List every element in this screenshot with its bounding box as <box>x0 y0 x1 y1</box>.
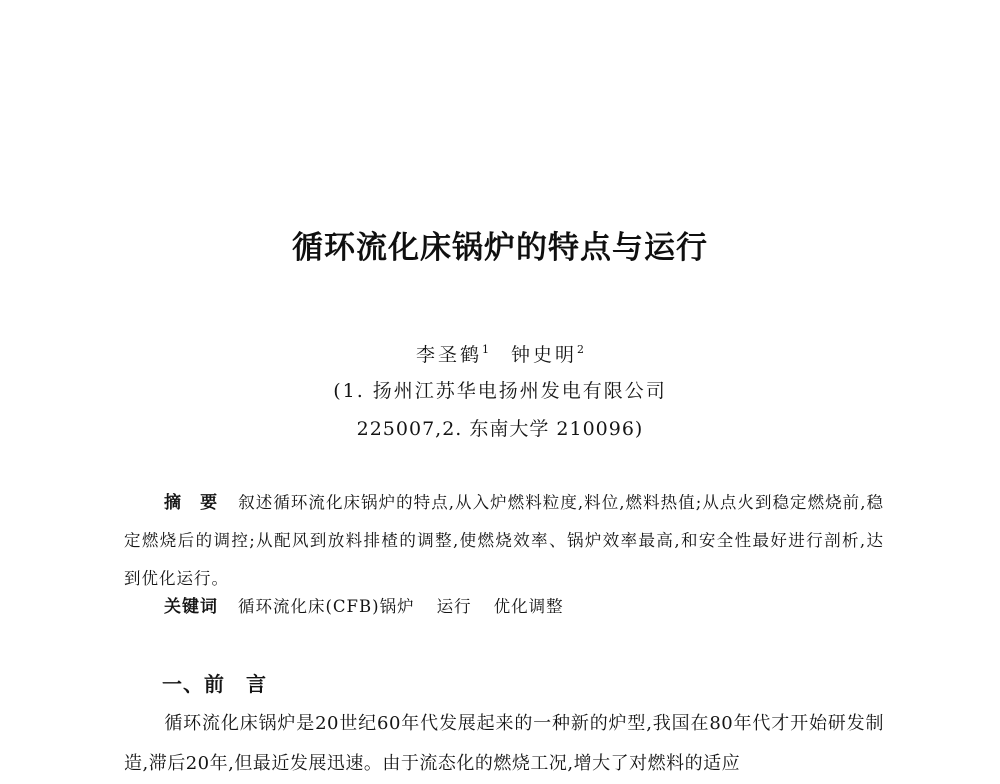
author-1-name: 李圣鹤 <box>415 344 482 366</box>
paper-title: 循环流化床锅炉的特点与运行 <box>292 230 708 266</box>
keyword-item: 运行 <box>436 597 472 616</box>
abstract-paragraph <box>124 484 884 598</box>
keyword-item: 优化调整 <box>493 597 564 616</box>
author-1-affiliation-mark: 1 <box>482 343 489 356</box>
abstract-label: 摘 要 <box>164 493 219 513</box>
author-2-affiliation-mark: 2 <box>577 343 585 356</box>
keyword-item: 循环流化床(CFB)锅炉 <box>238 597 415 616</box>
abstract-text: 叙述循环流化床锅炉的特点,从入炉燃料粒度,料位,燃料热值;从点火到稳定燃烧前,稳定燃烧后的调控;从配风到放料排楂的调整,使燃烧效率、锅炉效率最高,和安全性最好进行剖析,达到优化运行。 <box>124 493 885 588</box>
author-line <box>0 340 1000 367</box>
keywords-line <box>164 592 884 617</box>
keywords-label: 关键词 <box>164 597 218 617</box>
affiliation-line-2: 225007,2. 东南大学 210096) <box>356 418 644 440</box>
introduction-paragraph <box>124 704 884 784</box>
section-heading-introduction: 一、前 言 <box>162 672 267 696</box>
affiliation-line-1: (1. 扬州江苏华电扬州发电有限公司 <box>333 380 667 402</box>
introduction-text: 循环流化床锅炉是20世纪60年代发展起来的一种新的炉型,我国在80年代才开始研发制造,滞后20年,但最近发展迅速。由于流态化的燃烧工况,增大了对燃料的适应 <box>124 713 884 774</box>
author-2-name: 钟史明 <box>511 344 578 366</box>
